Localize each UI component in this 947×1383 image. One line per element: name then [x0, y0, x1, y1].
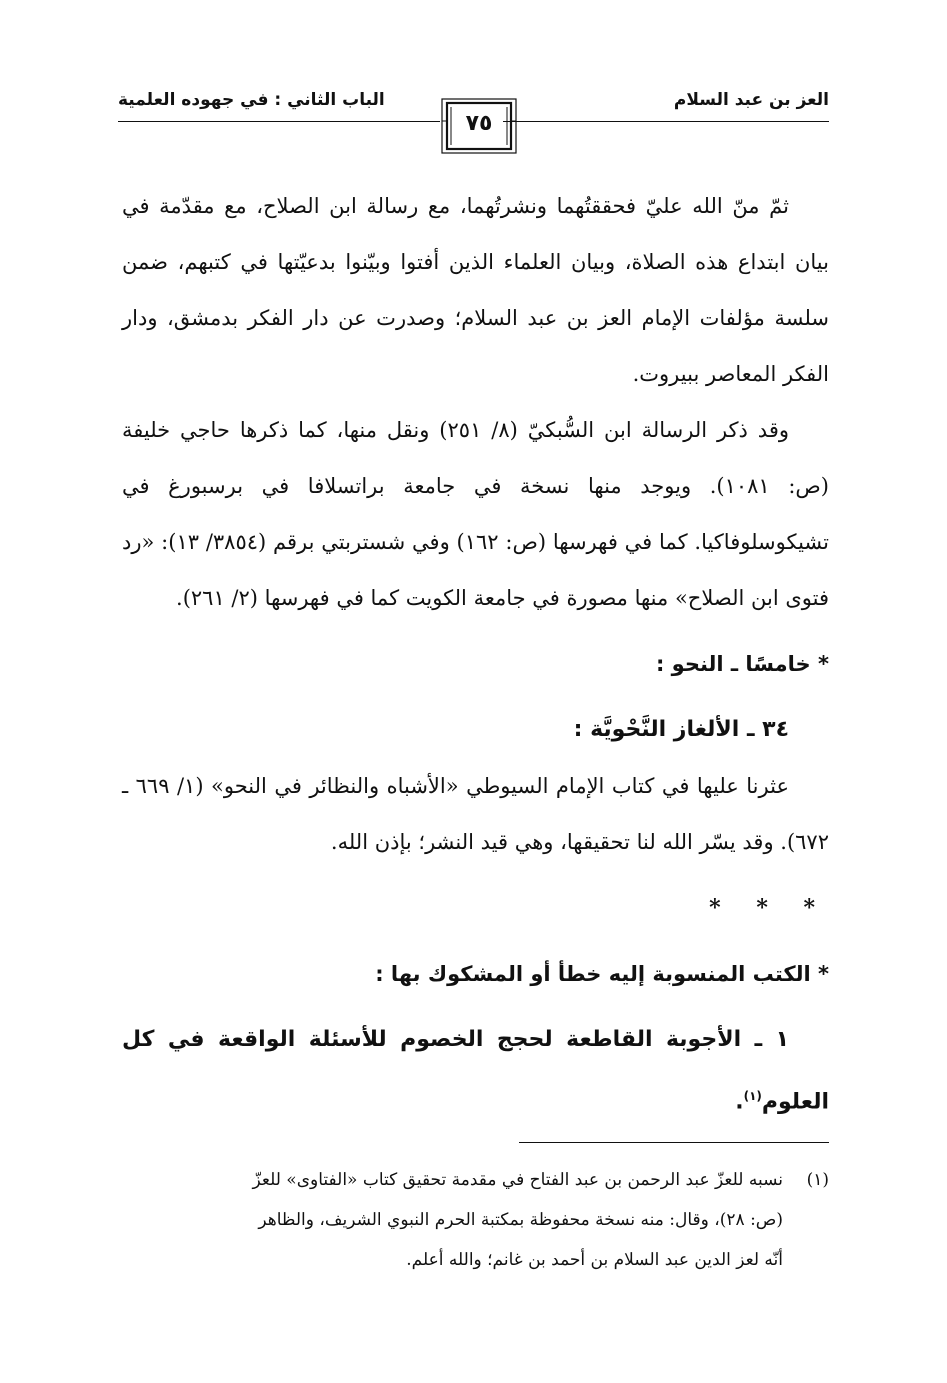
paragraph: وقد ذكر الرسالة ابن السُّبكيّ (٨/ ٢٥١) ونقل منها، كما ذكرها حاجي خليفة (ص: ١٠٨١). ويوجد منها نسخة في جامعة براتسلافا في برسبورغ في تشيكوسلوفاكيا. كما في فهرسها (ص: ١٦٢) وفي شستربتي برقم (٣٨٥٤/ ١٣): «رد فتوى ابن الصلاح» منها مصورة في جامعة الكويت كما في فهرسها (٢/ ٢٦١). — [122, 418, 829, 610]
section-separator: * * * — [709, 895, 829, 921]
section-heading: * الكتب المنسوبة إليه خطأ أو المشكوك بها : — [375, 962, 829, 986]
running-header-book-title: العز بن عبد السلام — [673, 90, 829, 110]
footnote — [122, 1160, 829, 1280]
paragraph: ثمّ منّ الله عليّ فحققتُهما ونشرتُهما، مع رسالة ابن الصلاح، مع مقدّمة في بيان ابتداع هذه الصلاة، وبيان العلماء الذين أفتوا وبيّنوا بدعيّتها في كتبهم، ضمن سلسة مؤلفات الإمام العز بن عبد السلام؛ وصدرت عن دار الفكر بدمشق، ودار الفكر المعاصر ببيروت. — [122, 194, 829, 386]
page-number: ٧٥ — [465, 111, 493, 136]
header-rule-left — [118, 121, 440, 122]
paragraph: عثرنا عليها في كتاب الإمام السيوطي «الأشباه والنظائر في النحو» (١/ ٦٦٩ ـ ٦٧٢). وقد يسّر الله لنا تحقيقها، وهي قيد النشر؛ بإذن الله. — [122, 774, 829, 854]
list-item — [122, 1012, 829, 1130]
footnote-text: نسبه للعزّ عبد الرحمن بن عبد الفتاح في مقدمة تحقيق كتاب «الفتاوى» للعزّ — [252, 1170, 783, 1190]
footnote-reference: (١) — [743, 1089, 762, 1103]
list-item-text: ١ ـ الأجوبة القاطعة لحجج الخصوم للأسئلة الواقعة في كل العلوم — [122, 1027, 829, 1115]
footnote-line — [122, 1160, 829, 1200]
running-header-chapter-title: الباب الثاني : في جهوده العلمية — [118, 90, 385, 110]
footnote-number: (١) — [806, 1170, 829, 1190]
footnote-rule — [519, 1142, 829, 1143]
list-item-end: . — [735, 1089, 744, 1115]
section-heading: * خامسًا ـ النحو : — [655, 652, 829, 676]
page-number-frame — [440, 97, 518, 155]
subsection-heading: ٣٤ ـ الألغاز النَّحْويَّة : — [573, 717, 789, 742]
footnote-line: (ص: ٢٨)، وقال: منه نسخة محفوظة بمكتبة الحرم النبوي الشريف، والظاهر — [258, 1210, 783, 1230]
footnote-line: أنّه لعز الدين عبد السلام بن أحمد بن غانم؛ والله أعلم. — [406, 1250, 783, 1270]
main-text — [122, 178, 829, 1130]
header-rule-right — [503, 121, 829, 122]
